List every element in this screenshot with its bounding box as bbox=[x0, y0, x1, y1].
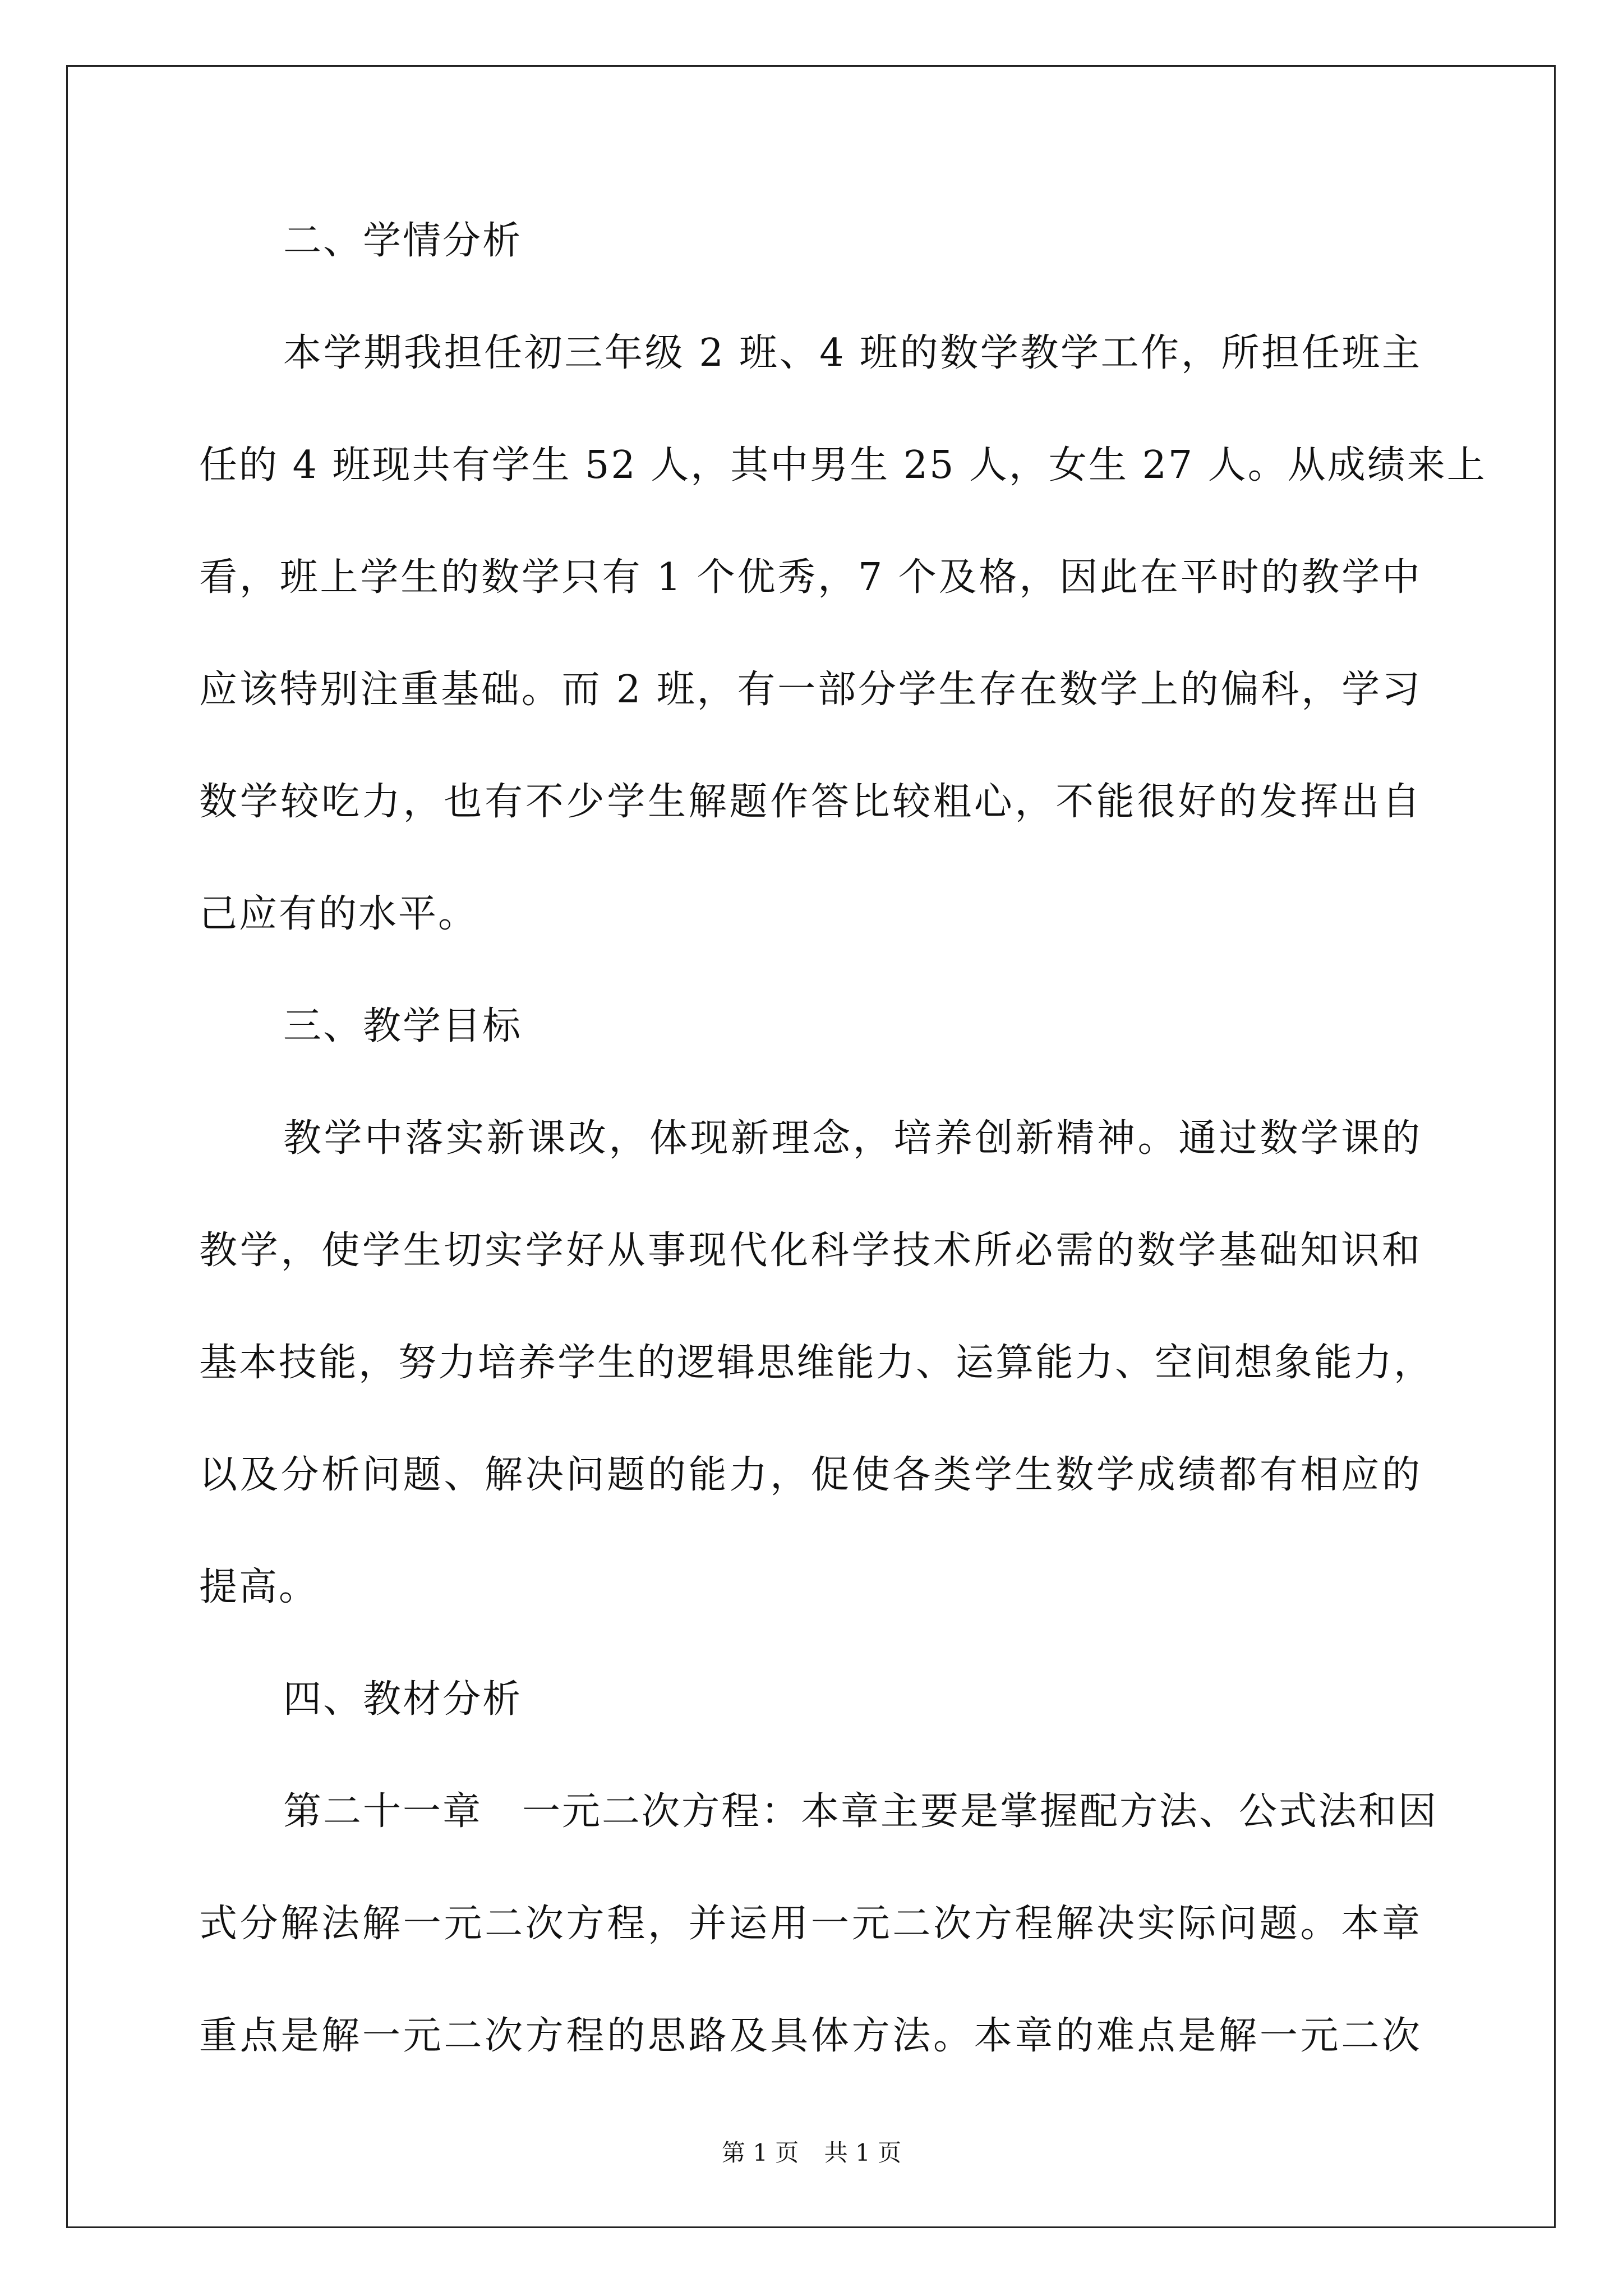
paragraph-line: 教学，使学生切实学好从事现代化科学技术所必需的数学基础知识和 bbox=[199, 1228, 1422, 1273]
heading-textbook-analysis: 四、教材分析 bbox=[283, 1677, 523, 1722]
paragraph-line: 式分解法解一元二次方程，并运用一元二次方程解决实际问题。本章 bbox=[199, 1902, 1422, 1946]
paragraph-line: 应该特别注重基础。而 2 班，有一部分学生存在数学上的偏科，学习 bbox=[199, 668, 1422, 712]
heading-student-analysis: 二、学情分析 bbox=[283, 219, 523, 263]
heading-teaching-goals: 三、教学目标 bbox=[283, 1004, 523, 1048]
paragraph-line: 提高。 bbox=[199, 1565, 319, 1609]
paragraph-line: 数学较吃力，也有不少学生解题作答比较粗心，不能很好的发挥出自 bbox=[199, 780, 1422, 824]
paragraph-line: 教学中落实新课改，体现新理念，培养创新精神。通过数学课的 bbox=[283, 1116, 1422, 1161]
paragraph-line: 己应有的水平。 bbox=[199, 892, 478, 936]
page-number: 第 1 页 bbox=[721, 2139, 799, 2166]
paragraph-line: 看，班上学生的数学只有 1 个优秀，7 个及格，因此在平时的教学中 bbox=[199, 555, 1422, 600]
page-total: 共 1 页 bbox=[824, 2139, 902, 2166]
paragraph-line: 基本技能，努力培养学生的逻辑思维能力、运算能力、空间想象能力， bbox=[199, 1341, 1434, 1385]
paragraph-line: 第二十一章 一元二次方程：本章主要是掌握配方法、公式法和因 bbox=[283, 1789, 1438, 1834]
paragraph-line: 以及分析问题、解决问题的能力，促使各类学生数学成绩都有相应的 bbox=[199, 1453, 1422, 1497]
page-footer bbox=[0, 2136, 1623, 2170]
paragraph-line: 任的 4 班现共有学生 52 人，其中男生 25 人，女生 27 人。从成绩来上 bbox=[199, 443, 1487, 487]
paragraph-line: 本学期我担任初三年级 2 班、4 班的数学教学工作，所担任班主 bbox=[283, 331, 1422, 375]
paragraph-line: 重点是解一元二次方程的思路及具体方法。本章的难点是解一元二次 bbox=[199, 2014, 1422, 2058]
